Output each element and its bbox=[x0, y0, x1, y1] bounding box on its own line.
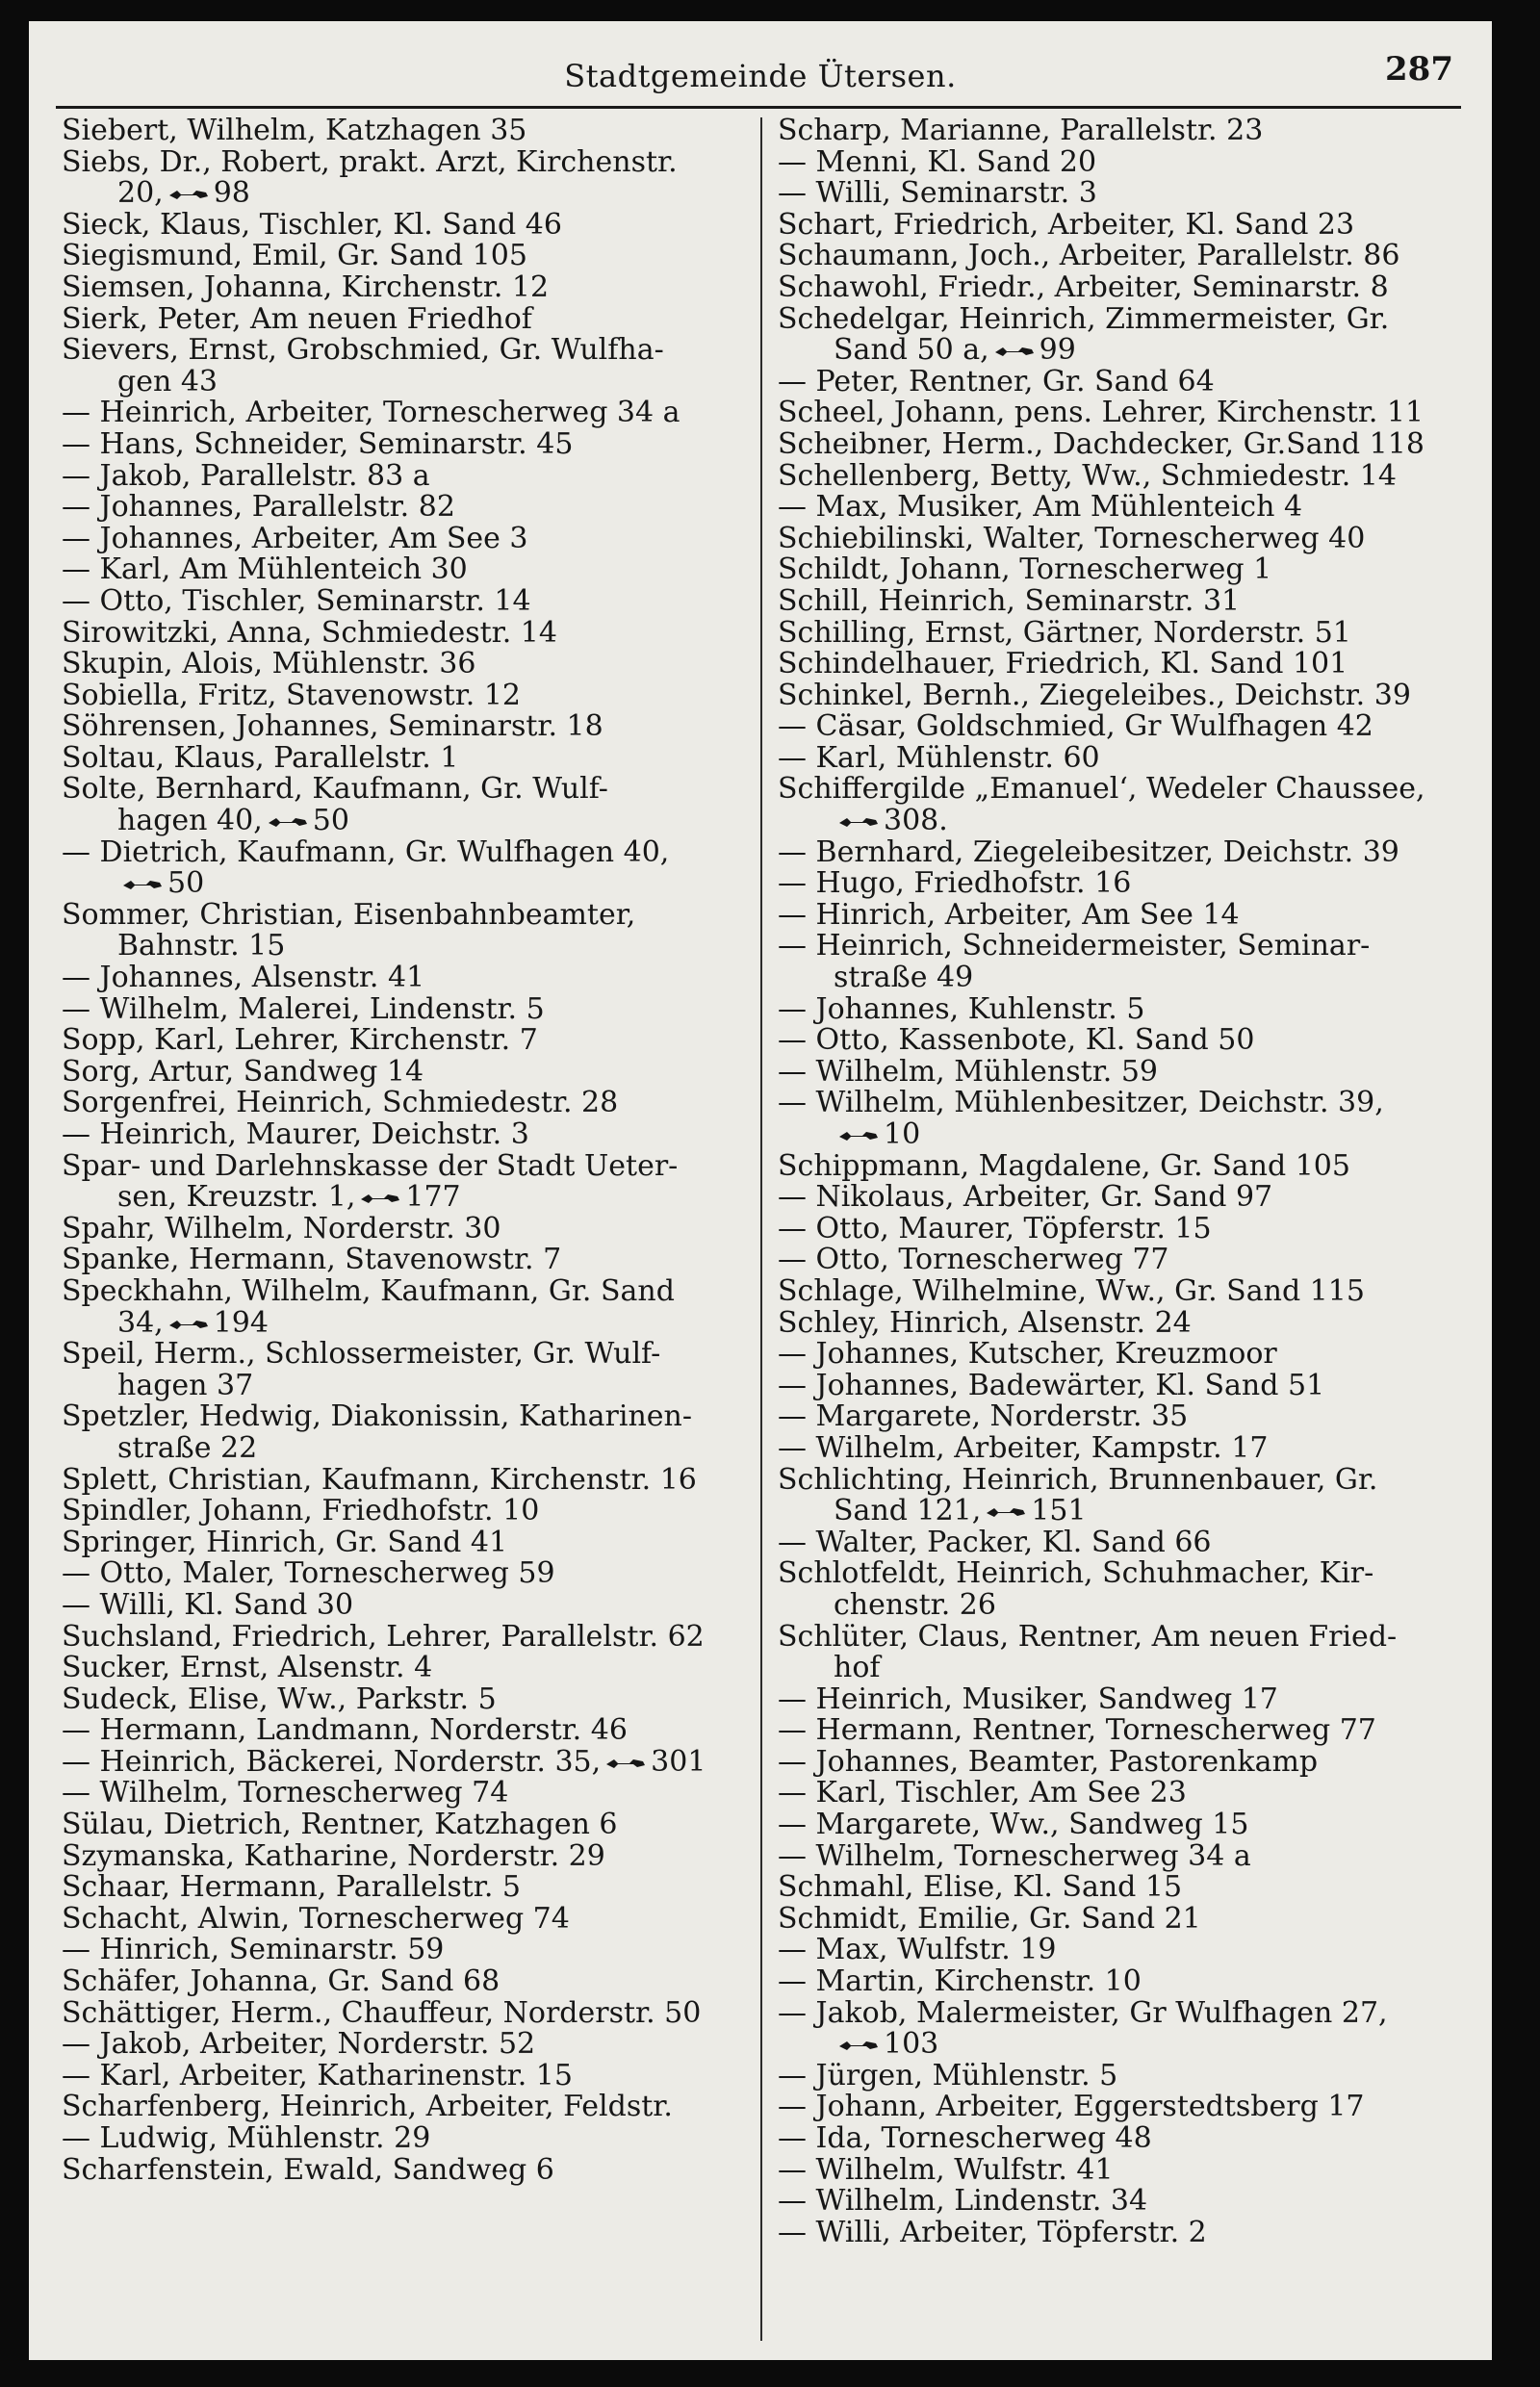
entry-text: Speckhahn, Wilhelm, Kaufmann, Gr. Sand bbox=[62, 1273, 675, 1308]
directory-entry-line bbox=[62, 1182, 735, 1214]
directory-entry-line bbox=[778, 241, 1451, 272]
entry-text: — Johannes, Kuhlenstr. 5 bbox=[778, 991, 1145, 1026]
telephone-handset-icon bbox=[359, 1191, 401, 1206]
entry-text: 20, bbox=[117, 176, 164, 211]
directory-entry-line bbox=[778, 1245, 1451, 1276]
entry-text: Spanke, Hermann, Stavenowstr. 7 bbox=[62, 1243, 562, 1277]
entry-text: Schildt, Johann, Tornescherweg 1 bbox=[778, 552, 1272, 587]
directory-entry-line bbox=[778, 2029, 1451, 2061]
entry-text: Schacht, Alwin, Tornescherweg 74 bbox=[62, 1901, 570, 1936]
directory-entry-line bbox=[62, 711, 735, 743]
entry-text: Schaumann, Joch., Arbeiter, Parallelstr. 86 bbox=[778, 239, 1400, 273]
page-number: 287 bbox=[1385, 50, 1453, 89]
telephone-handset-icon bbox=[167, 1317, 210, 1332]
directory-entry-line bbox=[62, 1148, 735, 1183]
directory-entry-line bbox=[778, 1339, 1451, 1371]
entry-text: — Karl, Arbeiter, Katharinenstr. 15 bbox=[62, 2058, 573, 2092]
directory-entry-line bbox=[778, 178, 1451, 210]
entry-text: — Ida, Tornescherweg 48 bbox=[778, 2121, 1152, 2155]
directory-entry-line bbox=[62, 1462, 735, 1497]
entry-text: — Heinrich, Bäckerei, Norderstr. 35, bbox=[62, 1744, 602, 1779]
entry-text: — Wilhelm, Wulfstr. 41 bbox=[778, 2152, 1114, 2187]
entry-text: straße 49 bbox=[834, 961, 974, 995]
entry-text: Schellenberg, Betty, Ww., Schmiedestr. 14 bbox=[778, 458, 1397, 493]
directory-entry-line bbox=[778, 897, 1451, 932]
directory-entry-line bbox=[778, 1182, 1451, 1214]
entry-text: Scheel, Johann, pens. Lehrer, Kirchenstr. 11 bbox=[778, 396, 1424, 430]
directory-entry-line bbox=[778, 868, 1451, 900]
entry-text: — Jakob, Arbeiter, Norderstr. 52 bbox=[62, 2027, 536, 2062]
directory-entry-line bbox=[62, 1088, 735, 1119]
entry-text: Schiebilinski, Walter, Tornescherweg 40 bbox=[778, 521, 1366, 555]
directory-entry-line bbox=[62, 116, 735, 147]
entry-text: hagen 40, bbox=[117, 804, 263, 838]
entry-text: — Johannes, Alsenstr. 41 bbox=[62, 961, 425, 995]
entry-text: Sülau, Dietrich, Rentner, Katzhagen 6 bbox=[62, 1808, 618, 1842]
entry-text: Solte, Bernhard, Kaufmann, Gr. Wulf- bbox=[62, 772, 608, 807]
directory-entry-line bbox=[778, 521, 1451, 555]
entry-text: — Otto, Kassenbote, Kl. Sand 50 bbox=[778, 1023, 1255, 1058]
entry-text: Sievers, Ernst, Grobschmied, Gr. Wulfha- bbox=[62, 333, 664, 368]
entry-text: — Max, Wulfstr. 19 bbox=[778, 1933, 1057, 1967]
directory-entry-line bbox=[778, 1966, 1451, 1998]
page-title: Stadtgemeinde Ütersen. bbox=[564, 58, 957, 94]
entry-text: — Hermann, Landmann, Norderstr. 46 bbox=[62, 1713, 628, 1748]
directory-entry-line bbox=[778, 1744, 1451, 1779]
directory-entry-line bbox=[778, 398, 1451, 429]
entry-text: — Willi, Seminarstr. 3 bbox=[778, 176, 1097, 211]
entry-text: Schlichting, Heinrich, Brunnenbauer, Gr. bbox=[778, 1462, 1378, 1497]
entry-text: — Otto, Maurer, Töpferstr. 15 bbox=[778, 1211, 1212, 1245]
phone-number: 103 bbox=[884, 2027, 939, 2062]
left-column bbox=[62, 116, 735, 2186]
entry-text: — Wilhelm, Malerei, Lindenstr. 5 bbox=[62, 991, 545, 1026]
directory-entry-line bbox=[778, 1025, 1451, 1057]
phone-number: 99 bbox=[1039, 333, 1076, 368]
entry-text: — Wilhelm, Arbeiter, Kampstr. 17 bbox=[778, 1430, 1269, 1465]
entry-text: — Heinrich, Musiker, Sandweg 17 bbox=[778, 1681, 1278, 1716]
entry-text: — Wilhelm, Mühlenbesitzer, Deichstr. 39, bbox=[778, 1086, 1384, 1120]
directory-entry-line bbox=[778, 1496, 1451, 1527]
directory-entry-line bbox=[62, 1653, 735, 1684]
directory-entry-line bbox=[62, 1339, 735, 1371]
entry-text: — Cäsar, Goldschmied, Gr Wulfhagen 42 bbox=[778, 709, 1373, 744]
directory-entry-line bbox=[62, 1211, 735, 1245]
directory-entry-line bbox=[62, 962, 735, 994]
directory-entry-line bbox=[62, 398, 735, 429]
entry-text: — Johannes, Kutscher, Kreuzmoor bbox=[778, 1337, 1277, 1372]
entry-text: — Johannes, Beamter, Pastorenkamp bbox=[778, 1744, 1319, 1779]
directory-entry-line bbox=[778, 680, 1451, 712]
directory-entry-line bbox=[62, 1872, 735, 1904]
entry-text: Schippmann, Magdalene, Gr. Sand 105 bbox=[778, 1148, 1350, 1183]
directory-entry-line bbox=[62, 2029, 735, 2061]
entry-text: — Hinrich, Arbeiter, Am See 14 bbox=[778, 897, 1240, 932]
phone-number: 194 bbox=[213, 1305, 269, 1340]
telephone-handset-icon bbox=[604, 1756, 647, 1771]
directory-entry-line bbox=[778, 301, 1451, 336]
directory-entry-line bbox=[778, 615, 1451, 650]
directory-entry-line bbox=[778, 834, 1451, 869]
entry-text: Skupin, Alois, Mühlenstr. 36 bbox=[62, 647, 476, 681]
directory-entry-line bbox=[778, 962, 1451, 994]
directory-entry-line bbox=[62, 1430, 735, 1465]
phone-number: 308. bbox=[884, 804, 948, 838]
header-rule bbox=[56, 106, 1461, 109]
directory-entry-line bbox=[62, 1119, 735, 1151]
entry-text: Sieck, Klaus, Tischler, Kl. Sand 46 bbox=[62, 207, 562, 242]
entry-text: — Karl, Tischler, Am See 23 bbox=[778, 1776, 1187, 1810]
directory-entry-line bbox=[62, 241, 735, 272]
entry-text: — Johannes, Arbeiter, Am See 3 bbox=[62, 521, 528, 555]
entry-text: Suchsland, Friedrich, Lehrer, Parallelstr. 62 bbox=[62, 1619, 705, 1654]
directory-entry-line bbox=[778, 335, 1451, 367]
entry-text: Schiffergilde „Emanuel‘, Wedeler Chaussee, bbox=[778, 772, 1425, 807]
entry-text: — Karl, Mühlenstr. 60 bbox=[778, 740, 1100, 775]
telephone-handset-icon bbox=[121, 877, 164, 892]
directory-entry-line bbox=[62, 649, 735, 680]
entry-text: — Jürgen, Mühlenstr. 5 bbox=[778, 2058, 1118, 2092]
entry-text: Schlage, Wilhelmine, Ww., Gr. Sand 115 bbox=[778, 1273, 1365, 1308]
directory-entry-line bbox=[778, 1901, 1451, 1936]
entry-text: Sand 121, bbox=[834, 1494, 982, 1528]
directory-entry-line bbox=[778, 1119, 1451, 1151]
entry-text: — Wilhelm, Tornescherweg 74 bbox=[62, 1776, 509, 1810]
entry-text: Schlotfeldt, Heinrich, Schuhmacher, Kir- bbox=[778, 1556, 1374, 1591]
directory-entry-line bbox=[62, 1587, 735, 1622]
phone-number: 151 bbox=[1031, 1494, 1087, 1528]
entry-text: Sorgenfrei, Heinrich, Schmiedestr. 28 bbox=[62, 1086, 619, 1120]
directory-entry-line bbox=[62, 1681, 735, 1716]
entry-text: Spar- und Darlehnskasse der Stadt Ueter- bbox=[62, 1148, 679, 1183]
entry-text: Siemsen, Johanna, Kirchenstr. 12 bbox=[62, 270, 550, 304]
entry-text: Sand 50 a, bbox=[834, 333, 989, 368]
entry-text: Schindelhauer, Friedrich, Kl. Sand 101 bbox=[778, 647, 1348, 681]
directory-entry-line bbox=[778, 2186, 1451, 2218]
directory-entry-line bbox=[62, 207, 735, 242]
directory-entry-line bbox=[62, 1778, 735, 1810]
entry-text: Schedelgar, Heinrich, Zimmermeister, Gr. bbox=[778, 301, 1390, 336]
entry-text: — Menni, Kl. Sand 20 bbox=[778, 144, 1097, 179]
entry-text: — Walter, Packer, Kl. Sand 66 bbox=[778, 1525, 1212, 1559]
entry-text: 34, bbox=[117, 1305, 164, 1340]
entry-text: — Wilhelm, Mühlenstr. 59 bbox=[778, 1054, 1158, 1089]
directory-entry-line bbox=[778, 207, 1451, 242]
entry-text: Spindler, Johann, Friedhofstr. 10 bbox=[62, 1494, 540, 1528]
directory-entry-line bbox=[778, 1211, 1451, 1245]
directory-entry-line bbox=[778, 583, 1451, 618]
directory-entry-line bbox=[778, 1681, 1451, 1716]
directory-entry-line bbox=[62, 178, 735, 210]
telephone-handset-icon bbox=[167, 187, 210, 202]
entry-text: — Heinrich, Maurer, Deichstr. 3 bbox=[62, 1117, 529, 1151]
directory-entry-line bbox=[778, 2092, 1451, 2123]
directory-entry-line bbox=[62, 301, 735, 336]
directory-entry-line bbox=[778, 426, 1451, 461]
entry-text: — Willi, Kl. Sand 30 bbox=[62, 1587, 354, 1622]
directory-entry-line bbox=[62, 1245, 735, 1276]
directory-entry-line bbox=[62, 2058, 735, 2092]
entry-text: — Jakob, Parallelstr. 83 a bbox=[62, 458, 430, 493]
directory-entry-line bbox=[778, 774, 1451, 806]
directory-entry-line bbox=[62, 740, 735, 775]
directory-entry-line bbox=[778, 1838, 1451, 1873]
entry-text: — Otto, Tornescherweg 77 bbox=[778, 1243, 1169, 1277]
directory-entry-line bbox=[62, 272, 735, 304]
directory-entry-line bbox=[62, 426, 735, 461]
directory-entry-line bbox=[62, 806, 735, 837]
directory-entry-line bbox=[778, 1054, 1451, 1089]
entry-text: Schilling, Ernst, Gärtner, Norderstr. 51 bbox=[778, 615, 1351, 650]
directory-entry-line bbox=[62, 1935, 735, 1966]
directory-entry-line bbox=[778, 1273, 1451, 1308]
directory-entry-line bbox=[62, 1744, 735, 1779]
entry-text: Schmidt, Emilie, Gr. Sand 21 bbox=[778, 1901, 1201, 1936]
entry-text: — Heinrich, Arbeiter, Tornescherweg 34 a bbox=[62, 396, 680, 430]
entry-text: — Otto, Maler, Tornescherweg 59 bbox=[62, 1556, 555, 1591]
directory-entry-line bbox=[778, 116, 1451, 147]
telephone-handset-icon bbox=[985, 1504, 1027, 1520]
directory-entry-line bbox=[62, 335, 735, 367]
entry-text: Sopp, Karl, Lehrer, Kirchenstr. 7 bbox=[62, 1023, 538, 1058]
directory-entry-line bbox=[778, 2152, 1451, 2187]
directory-entry-line bbox=[778, 649, 1451, 680]
entry-text: Scharp, Marianne, Parallelstr. 23 bbox=[778, 114, 1264, 147]
entry-text: Schättiger, Herm., Chauffeur, Norderstr. 50 bbox=[62, 1995, 702, 2030]
directory-entry-line bbox=[62, 834, 735, 869]
phone-number: 10 bbox=[884, 1117, 921, 1151]
phone-number: 177 bbox=[405, 1180, 461, 1215]
directory-entry-line bbox=[778, 1148, 1451, 1183]
directory-entry-line bbox=[62, 583, 735, 618]
directory-entry-line bbox=[62, 2123, 735, 2155]
directory-entry-line bbox=[778, 1935, 1451, 1966]
entry-text: — Johannes, Parallelstr. 82 bbox=[62, 490, 455, 525]
directory-entry-line bbox=[778, 1995, 1451, 2030]
entry-text: — Willi, Arbeiter, Töpferstr. 2 bbox=[778, 2215, 1207, 2249]
directory-entry-line bbox=[778, 1653, 1451, 1684]
entry-text: — Ludwig, Mühlenstr. 29 bbox=[62, 2121, 431, 2155]
entry-text: gen 43 bbox=[117, 364, 218, 398]
directory-entry-line bbox=[778, 1368, 1451, 1402]
entry-text: Söhrensen, Johannes, Seminarstr. 18 bbox=[62, 709, 603, 744]
telephone-handset-icon bbox=[837, 2038, 880, 2053]
directory-entry-line bbox=[62, 1810, 735, 1841]
entry-text: Springer, Hinrich, Gr. Sand 41 bbox=[62, 1525, 508, 1559]
directory-entry-line bbox=[778, 740, 1451, 775]
entry-text: Sommer, Christian, Eisenbahnbeamter, bbox=[62, 897, 636, 932]
directory-entry-line bbox=[778, 1088, 1451, 1119]
phone-number: 50 bbox=[167, 866, 205, 901]
directory-entry-line bbox=[62, 1558, 735, 1590]
directory-entry-line bbox=[778, 2058, 1451, 2092]
directory-entry-line bbox=[62, 1025, 735, 1057]
directory-entry-line bbox=[778, 272, 1451, 304]
directory-entry-line bbox=[778, 1778, 1451, 1810]
directory-entry-line bbox=[62, 680, 735, 712]
directory-entry-line bbox=[778, 364, 1451, 398]
directory-entry-line bbox=[62, 1966, 735, 1998]
entry-text: Spahr, Wilhelm, Norderstr. 30 bbox=[62, 1211, 501, 1245]
directory-entry-line bbox=[62, 1496, 735, 1527]
entry-text: Bahnstr. 15 bbox=[117, 929, 286, 963]
entry-text: Splett, Christian, Kaufmann, Kirchenstr. 16 bbox=[62, 1462, 697, 1497]
directory-entry-line bbox=[62, 458, 735, 493]
directory-entry-line bbox=[778, 144, 1451, 179]
entry-text: Szymanska, Katharine, Norderstr. 29 bbox=[62, 1838, 605, 1873]
directory-entry-line bbox=[62, 774, 735, 806]
directory-entry-line bbox=[62, 1368, 735, 1402]
entry-text: — Martin, Kirchenstr. 10 bbox=[778, 1964, 1142, 1999]
telephone-handset-icon bbox=[837, 1128, 880, 1143]
entry-text: — Wilhelm, Lindenstr. 34 bbox=[778, 2184, 1148, 2219]
directory-entry-line bbox=[62, 1619, 735, 1654]
entry-text: — Dietrich, Kaufmann, Gr. Wulfhagen 40, bbox=[62, 834, 670, 869]
entry-text: Siegismund, Emil, Gr. Sand 105 bbox=[62, 239, 527, 273]
directory-entry-line bbox=[778, 1619, 1451, 1654]
entry-text: Siebs, Dr., Robert, prakt. Arzt, Kirchenstr. bbox=[62, 144, 678, 179]
directory-entry-line bbox=[62, 1901, 735, 1936]
directory-entry-line bbox=[778, 1401, 1451, 1433]
entry-text: sen, Kreuzstr. 1, bbox=[117, 1180, 356, 1215]
entry-text: hagen 37 bbox=[117, 1368, 254, 1402]
directory-entry-line bbox=[62, 1401, 735, 1433]
entry-text: — Margarete, Norderstr. 35 bbox=[778, 1399, 1189, 1434]
entry-text: Sierk, Peter, Am neuen Friedhof bbox=[62, 301, 532, 336]
entry-text: Schmahl, Elise, Kl. Sand 15 bbox=[778, 1870, 1183, 1905]
directory-entry-line bbox=[62, 1273, 735, 1308]
entry-text: Sirowitzki, Anna, Schmiedestr. 14 bbox=[62, 615, 557, 650]
directory-entry-line bbox=[62, 521, 735, 555]
directory-entry-line bbox=[778, 1558, 1451, 1590]
entry-text: Speil, Herm., Schlossermeister, Gr. Wulf- bbox=[62, 1337, 661, 1372]
telephone-handset-icon bbox=[267, 814, 309, 830]
entry-text: Sudeck, Elise, Ww., Parkstr. 5 bbox=[62, 1681, 497, 1716]
directory-entry-line bbox=[778, 1810, 1451, 1841]
entry-text: Sucker, Ernst, Alsenstr. 4 bbox=[62, 1651, 433, 1685]
entry-text: — Heinrich, Schneidermeister, Seminar- bbox=[778, 929, 1371, 963]
column-divider bbox=[760, 117, 762, 2341]
directory-entry-line bbox=[778, 492, 1451, 524]
entry-text: Schawohl, Friedr., Arbeiter, Seminarstr. 8 bbox=[778, 270, 1389, 304]
entry-text: Scheibner, Herm., Dachdecker, Gr.Sand 118 bbox=[778, 426, 1424, 461]
directory-entry-line bbox=[62, 1527, 735, 1559]
directory-entry-line bbox=[62, 931, 735, 962]
entry-text: — Hinrich, Seminarstr. 59 bbox=[62, 1933, 445, 1967]
directory-entry-line bbox=[62, 2152, 735, 2187]
entry-text: — Margarete, Ww., Sandweg 15 bbox=[778, 1808, 1249, 1842]
directory-entry-line bbox=[778, 806, 1451, 837]
entry-text: Schart, Friedrich, Arbeiter, Kl. Sand 23 bbox=[778, 207, 1355, 242]
entry-text: — Wilhelm, Tornescherweg 34 a bbox=[778, 1838, 1251, 1873]
directory-entry-line bbox=[62, 492, 735, 524]
directory-entry-line bbox=[62, 554, 735, 586]
entry-text: — Karl, Am Mühlenteich 30 bbox=[62, 552, 468, 587]
directory-entry-line bbox=[62, 1305, 735, 1340]
phone-number: 50 bbox=[312, 804, 349, 838]
directory-entry-line bbox=[62, 991, 735, 1026]
telephone-handset-icon bbox=[837, 814, 880, 830]
directory-entry-line bbox=[778, 1430, 1451, 1465]
directory-entry-line bbox=[62, 1838, 735, 1873]
entry-text: Scharfenstein, Ewald, Sandweg 6 bbox=[62, 2152, 554, 2187]
right-column bbox=[778, 116, 1451, 2248]
directory-entry-line bbox=[778, 1587, 1451, 1622]
directory-entry-line bbox=[62, 144, 735, 179]
entry-text: Schill, Heinrich, Seminarstr. 31 bbox=[778, 583, 1241, 618]
entry-text: chenstr. 26 bbox=[834, 1587, 996, 1622]
directory-entry-line bbox=[778, 1527, 1451, 1559]
directory-entry-line bbox=[62, 2092, 735, 2123]
directory-entry-line bbox=[778, 1715, 1451, 1747]
entry-text: — Nikolaus, Arbeiter, Gr. Sand 97 bbox=[778, 1180, 1273, 1215]
entry-text: — Johann, Arbeiter, Eggerstedtsberg 17 bbox=[778, 2090, 1365, 2124]
entry-text: — Hugo, Friedhofstr. 16 bbox=[778, 866, 1132, 901]
entry-text: — Johannes, Badewärter, Kl. Sand 51 bbox=[778, 1368, 1325, 1402]
directory-entry-line bbox=[62, 1995, 735, 2030]
directory-entry-line bbox=[778, 2215, 1451, 2249]
entry-text: Schäfer, Johanna, Gr. Sand 68 bbox=[62, 1964, 500, 1999]
page-header bbox=[29, 50, 1492, 108]
entry-text: — Bernhard, Ziegeleibesitzer, Deichstr. 39 bbox=[778, 834, 1399, 869]
entry-text: Scharfenberg, Heinrich, Arbeiter, Feldstr. bbox=[62, 2090, 673, 2124]
entry-text: hof bbox=[834, 1651, 881, 1685]
entry-text: — Max, Musiker, Am Mühlenteich 4 bbox=[778, 490, 1303, 525]
directory-entry-line bbox=[778, 991, 1451, 1026]
entry-text: — Hans, Schneider, Seminarstr. 45 bbox=[62, 426, 574, 461]
directory-entry-line bbox=[62, 1054, 735, 1089]
entry-text: — Otto, Tischler, Seminarstr. 14 bbox=[62, 583, 531, 618]
directory-entry-line bbox=[62, 364, 735, 398]
directory-page bbox=[29, 21, 1492, 2360]
entry-text: — Peter, Rentner, Gr. Sand 64 bbox=[778, 364, 1215, 398]
entry-text: Schlüter, Claus, Rentner, Am neuen Fried- bbox=[778, 1619, 1398, 1654]
phone-number: 98 bbox=[213, 176, 250, 211]
entry-text: — Jakob, Malermeister, Gr Wulfhagen 27, bbox=[778, 1995, 1388, 2030]
entry-text: Sobiella, Fritz, Stavenowstr. 12 bbox=[62, 678, 521, 712]
directory-entry-line bbox=[778, 1462, 1451, 1497]
directory-entry-line bbox=[62, 897, 735, 932]
entry-text: Schaar, Hermann, Parallelstr. 5 bbox=[62, 1870, 522, 1905]
directory-entry-line bbox=[778, 458, 1451, 493]
entry-text: Spetzler, Hedwig, Diakonissin, Katharinen- bbox=[62, 1399, 693, 1434]
entry-text: Schley, Hinrich, Alsenstr. 24 bbox=[778, 1305, 1192, 1340]
directory-entry-line bbox=[778, 554, 1451, 586]
entry-text: — Hermann, Rentner, Tornescherweg 77 bbox=[778, 1713, 1376, 1748]
entry-text: Sorg, Artur, Sandweg 14 bbox=[62, 1054, 424, 1089]
entry-text: Schinkel, Bernh., Ziegeleibes., Deichstr. 39 bbox=[778, 678, 1411, 712]
entry-text: Siebert, Wilhelm, Katzhagen 35 bbox=[62, 114, 527, 147]
phone-number: 301 bbox=[651, 1744, 706, 1779]
directory-entry-line bbox=[778, 1872, 1451, 1904]
directory-entry-line bbox=[778, 2123, 1451, 2155]
telephone-handset-icon bbox=[993, 344, 1036, 359]
directory-entry-line bbox=[778, 931, 1451, 962]
directory-entry-line bbox=[62, 868, 735, 900]
entry-text: Soltau, Klaus, Parallelstr. 1 bbox=[62, 740, 459, 775]
directory-entry-line bbox=[778, 1305, 1451, 1340]
directory-entry-line bbox=[62, 615, 735, 650]
entry-text: straße 22 bbox=[117, 1430, 258, 1465]
directory-entry-line bbox=[62, 1715, 735, 1747]
directory-entry-line bbox=[778, 711, 1451, 743]
